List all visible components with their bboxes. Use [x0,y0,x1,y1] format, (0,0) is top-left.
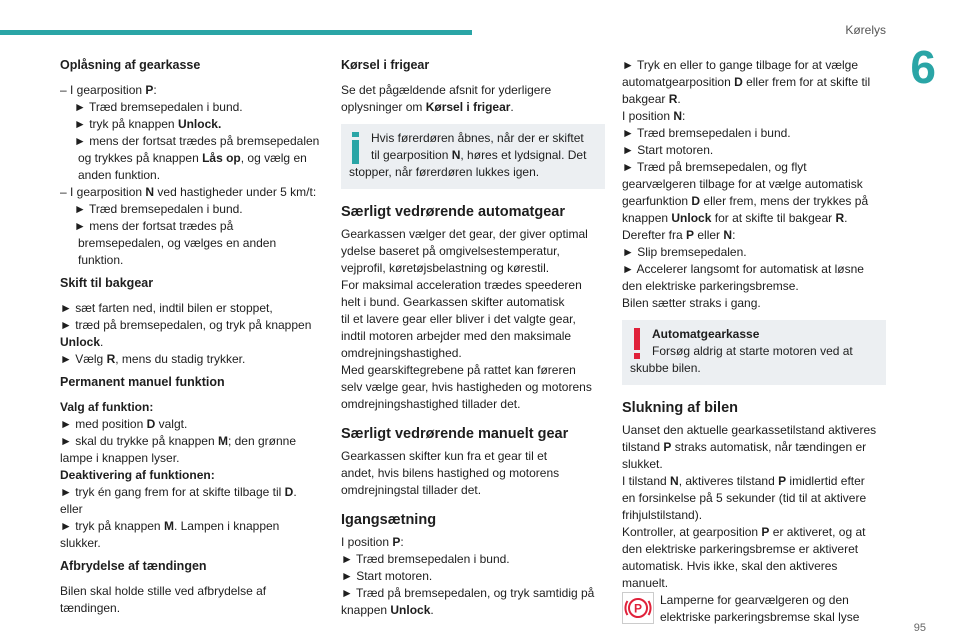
text-line: – I gearposition N ved hastigheder under 5 km/t: [60,185,317,199]
text-line: Kontroller, at gearposition P er aktiveret, og at [622,525,866,539]
parking-brake-note [622,592,886,626]
text-line: ► mens der fortsat trædes på bremsepedalen [74,134,320,148]
text-line: omdrejningstal tillader det. [341,483,482,497]
warning-note-box [622,320,886,385]
heading-starting: Igangsætning [341,512,437,528]
text-line: Gearkassen skifter kun fra et gear til et [341,449,548,463]
page-number: 95 [913,622,926,634]
text-line: knappen Unlock for at skifte til bakgear R. [622,211,848,225]
text-line: ► med position D valgt. [60,417,188,431]
text-line: ► Tryk en eller to gange tilbage for at vælge [622,58,859,72]
info-icon [349,130,363,166]
text-line: frihjulstilstand). [622,508,703,522]
heading-manual-gear: Særligt vedrørende manuelt gear [341,426,569,442]
heading-switch-off: Slukning af bilen [622,400,739,416]
text-line: slukker. [60,536,101,550]
text-line: Bilen sætter straks i gang. [622,296,761,310]
text-line: stopper, når førerdøren lukkes igen. [349,165,540,179]
text-line: I tilstand N, aktiveres tilstand P imidlertid efter [622,474,865,488]
text-line: omdrejningshastighed. [341,346,462,360]
text-line: elektriske parkeringsbremse skal lyse [660,610,860,624]
text-line: Lamperne for gearvælgeren og den [660,593,849,607]
info-note-box [341,124,605,189]
text-line: ► tryk på knappen M. Lampen i knappen [60,519,280,533]
svg-text:P: P [633,601,643,616]
text-line: Valg af funktion: [60,400,154,414]
text-line: ► træd på bremsepedalen, og tryk på knappen [60,318,312,332]
text-line: automatisk. Hvis ikke, skal den aktiveres [622,559,838,573]
text-line: manuelt. [622,576,669,590]
text-line: bremsepedalen, og vælges en anden [78,236,277,250]
text-line: Bilen skal holde stille ved afbrydelse af [60,584,267,598]
text-line: omdrejningshastighed tillader det. [341,397,521,411]
text-line: ► tryk én gang frem for at skifte tilbage til D. [60,485,297,499]
text-line: til et lavere gear eller bliver i det valgte gear, [341,312,576,326]
heading-reverse-gear: Skift til bakgear [60,276,154,290]
text-line: anden funktion. [78,168,161,182]
text-line: ► Træd bremsepedalen i bund. [622,126,791,140]
text-line: ► Start motoren. [341,569,433,583]
text-line: ► Start motoren. [622,143,714,157]
text-line: selv vælge gear, hvis hastigheden og motorens [341,380,592,394]
text-line: automatgearposition D eller frem for at skifte til [622,75,871,89]
text-line: I position N: [622,109,686,123]
text-line: indtil motoren arbejder med den maksimale [341,329,572,343]
text-line: bakgear R. [622,92,681,106]
text-line: Se det pågældende afsnit for yderligere [341,83,552,97]
warning-title: Automatgearkasse [652,327,760,341]
column-middle [341,57,605,619]
text-line: Med gearskiftegrebene på rattet kan føreren [341,363,576,377]
text-line: oplysninger om Kørsel i frigear. [341,100,514,114]
text-line: lampe i knappen lyser. [60,451,180,465]
text-line: den elektriske parkeringsbremse. [622,279,799,293]
text-line: ► sæt farten ned, indtil bilen er stoppet, [60,301,273,315]
text-line: gearvælgeren tilbage for at vælge automatisk [622,177,863,191]
text-line: For maksimal acceleration trædes speederen [341,278,582,292]
text-line: andet, hvis bilens hastighed og motorens [341,466,560,480]
text-line: ► mens der fortsat trædes på [74,219,234,233]
text-line: ydelse baseret på omgivelsestemperatur, [341,244,560,258]
text-line: ► Accelerer langsomt for automatisk at løsne [622,262,864,276]
text-line: eller [60,502,83,516]
text-line: Uanset den aktuelle gearkassetilstand aktiveres [622,423,877,437]
text-line: gearfunktion D eller frem, mens der trykkes på [622,194,869,208]
heading-permanent-manual: Permanent manuel funktion [60,375,225,389]
text-line: ► tryk på knappen Unlock. [74,117,222,131]
text-line: tilstand P straks automatisk, når tændingen er [622,440,867,454]
text-line: Gearkassen vælger det gear, der giver optimal [341,227,588,241]
text-line: ► Træd bremsepedalen i bund. [74,202,243,216]
text-line: og trykkes på knappen Lås op, og vælg en [78,151,307,165]
text-line: ► Træd bremsepedalen i bund. [74,100,243,114]
text-line: Hvis førerdøren åbnes, når der er skiftet [371,131,584,145]
text-line: en forsinkelse på 5 sekunder (tid til at aktivere [622,491,867,505]
text-line: knappen Unlock. [341,603,434,617]
text-line: ► Træd bremsepedalen i bund. [341,552,510,566]
text-line: Derefter fra P eller N: [622,228,736,242]
heading-automatic-gear: Særligt vedrørende automatgear [341,204,565,220]
text-line: Forsøg aldrig at starte motoren ved at [652,344,853,358]
text-line: vejprofil, køretøjsbelastning og kørestil. [341,261,550,275]
text-line: ► Slip bremsepedalen. [622,245,747,259]
column-left [60,57,328,617]
text-line: den elektriske parkeringsbremse er aktiveret [622,542,859,556]
column-right [622,57,886,626]
warning-icon [630,326,644,362]
text-line: ► Vælg R, mens du stadig trykker. [60,352,246,366]
section-title: Kørelys [845,23,886,37]
text-line: ► Træd på bremsepedalen, og flyt [622,160,807,174]
text-line: Deaktivering af funktionen: [60,468,215,482]
text-line: til gearposition N, høres et lydsignal. Det [371,148,587,162]
heading-unlock-gearbox: Oplåsning af gearkasse [60,58,201,72]
text-line: ► Træd på bremsepedalen, og tryk samtidig på [341,586,595,600]
text-line: tændingen. [60,601,121,615]
text-line: I position P: [341,535,404,549]
text-line: Unlock. [60,335,104,349]
parking-brake-icon [622,592,654,624]
text-line: slukket. [622,457,663,471]
text-line: helt i bund. Gearkassen skifter automatisk [341,295,565,309]
text-line: skubbe bilen. [630,361,701,375]
text-line: funktion. [78,253,124,267]
header-accent-bar [0,30,472,35]
chapter-number: 6 [910,41,936,93]
text-line: ► skal du trykke på knappen M; den grønne [60,434,297,448]
heading-ignition-off: Afbrydelse af tændingen [60,559,207,573]
heading-neutral-driving: Kørsel i frigear [341,58,430,72]
text-line: – I gearposition P: [60,83,157,97]
